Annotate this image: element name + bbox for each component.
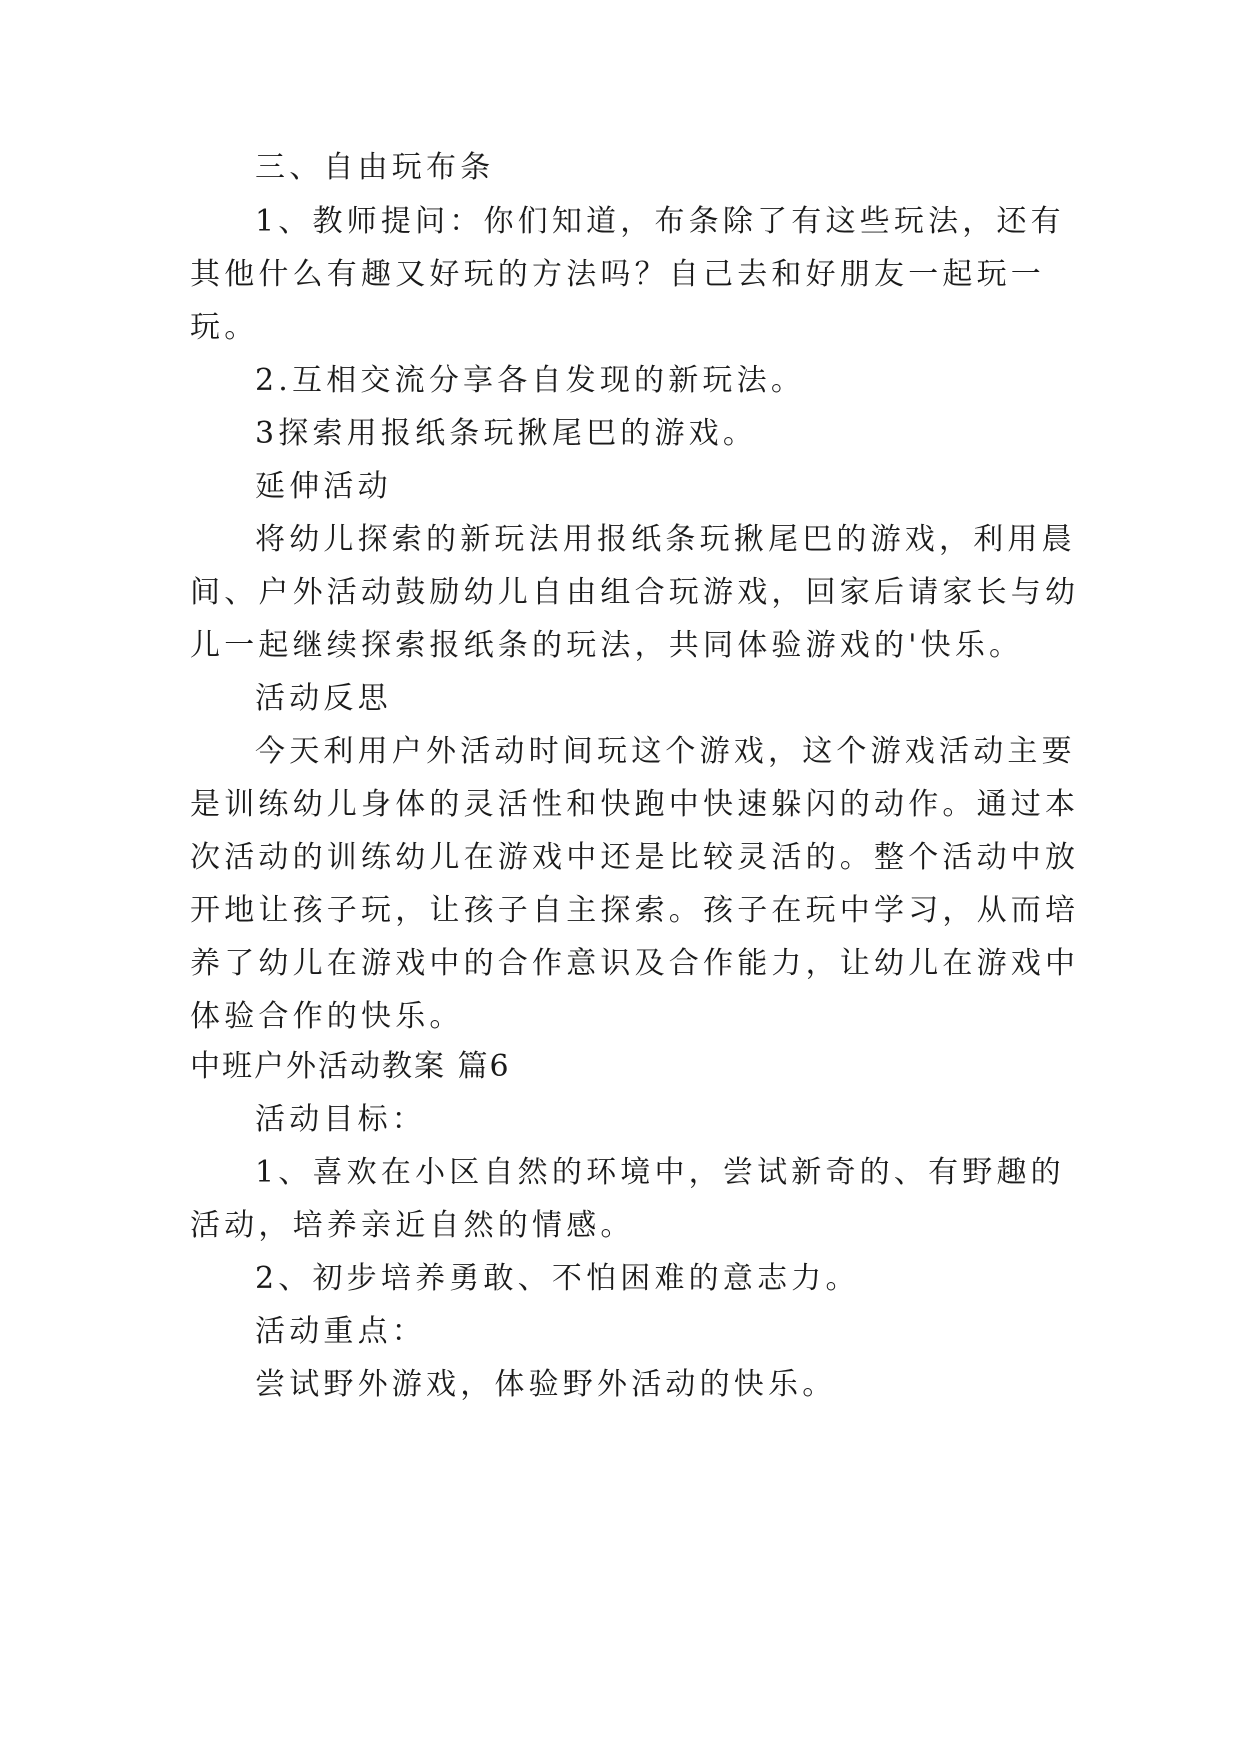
paragraph-line: 间、户外活动鼓励幼儿自由组合玩游戏，回家后请家长与幼 [190, 575, 1080, 610]
paragraph-line: 玩。 [190, 310, 259, 345]
paragraph-line: 尝试野外游戏，体验野外活动的快乐。 [255, 1367, 837, 1402]
paragraph-line: 1、教师提问：你们知道，布条除了有这些玩法，还有 [255, 204, 1065, 239]
paragraph-line: 养了幼儿在游戏中的合作意识及合作能力，让幼儿在游戏中 [190, 946, 1080, 981]
paragraph-line: 1、喜欢在小区自然的环境中，尝试新奇的、有野趣的 [255, 1155, 1065, 1190]
paragraph-line: 今天利用户外活动时间玩这个游戏，这个游戏活动主要 [255, 734, 1076, 769]
section-heading: 活动重点： [255, 1314, 426, 1349]
paragraph-line: 次活动的训练幼儿在游戏中还是比较灵活的。整个活动中放 [190, 840, 1080, 875]
paragraph-line: 将幼儿探索的新玩法用报纸条玩揪尾巴的游戏，利用晨 [255, 522, 1076, 557]
section-heading: 活动目标： [255, 1102, 426, 1137]
plan-title: 中班户外活动教案 篇6 [190, 1049, 511, 1084]
paragraph-line: 3探索用报纸条玩揪尾巴的游戏。 [255, 416, 758, 451]
paragraph-line: 2.互相交流分享各自发现的新玩法。 [255, 363, 806, 398]
section-heading: 三、自由玩布条 [255, 150, 495, 185]
section-heading: 活动反思 [255, 681, 392, 716]
paragraph-line: 2、初步培养勇敢、不怕困难的意志力。 [255, 1261, 860, 1296]
paragraph-line: 体验合作的快乐。 [190, 999, 464, 1034]
paragraph-line: 儿一起继续探索报纸条的玩法，共同体验游戏的'快乐。 [190, 628, 1024, 663]
section-heading: 延伸活动 [255, 469, 392, 504]
paragraph-line: 活动，培养亲近自然的情感。 [190, 1208, 635, 1243]
paragraph-line: 其他什么有趣又好玩的方法吗？自己去和好朋友一起玩一 [190, 257, 1045, 292]
paragraph-line: 开地让孩子玩，让孩子自主探索。孩子在玩中学习，从而培 [190, 893, 1080, 928]
paragraph-line: 是训练幼儿身体的灵活性和快跑中快速躲闪的动作。通过本 [190, 787, 1080, 822]
